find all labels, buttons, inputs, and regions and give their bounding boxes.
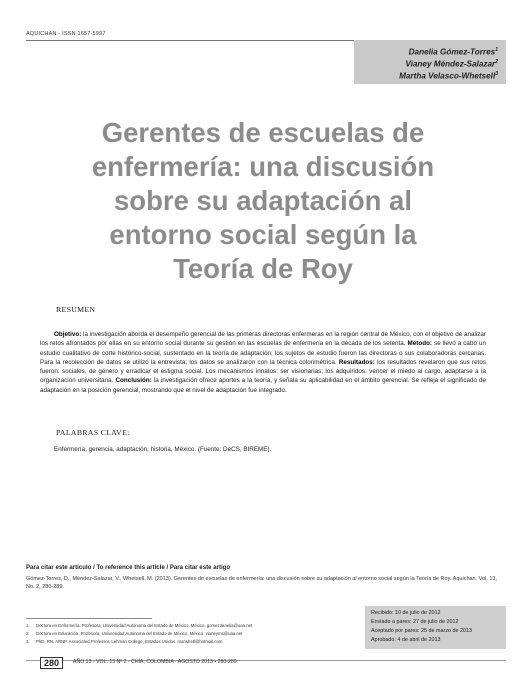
footnote-2: 2 Doctora en Educación. Profesora, Universidad Autónoma del Estado de México, México. vianeyms@uaa.net — [26, 631, 243, 636]
author-2: Vianey Méndez-Salazar$^2$ — [405, 59, 498, 69]
resultados-text: los resultados revelaron que sus retos fueron: sociales, de género y erradicar el estigma social. Los mecanismos innatos: ser visionarias; los adquiridos: vencer el miedo al cargo, adaptarse a la organización universitaria. — [40, 358, 486, 385]
article-title: Gerentes de escuelas de enfermería: una discusión sobre su adaptación al entorno social según la Teoría de Roy — [91, 117, 435, 284]
dates-box — [365, 606, 506, 649]
abstract — [40, 330, 486, 395]
resumen-heading: RESUMEN — [56, 305, 96, 314]
metodo-label: Método: — [407, 340, 433, 348]
citation-text: Gómez-Torres, D., Méndez-Salazar, V., Whetsell, M. (2013). Gerentes de escuelas de enfermería: una discusión sobre su adaptación al entorno social según la Teoría de Roy. Aquichan. Vol. 13, No. 2, 280-289. — [26, 576, 498, 590]
citation-heading: Para citar este artículo / To reference this article / Para citar este artigo — [26, 564, 231, 571]
author-3: Martha Velasco-Whetsell$^3$ — [399, 71, 498, 81]
date-aprobado: Aprobado: 4 de abril de 2013 — [371, 637, 441, 643]
page-number: 280 — [40, 657, 63, 669]
objetivo-label: Objetivo: — [54, 331, 82, 338]
keywords: Enfermería, gerencia, adaptación, historia, México. (Fuente: DeCS, BIREME). — [54, 446, 272, 453]
footer-text: AÑO 13 - VOL. 13 Nº 2 - CHÍA, COLOMBIA - AGOSTO 2013 • 280-289 — [73, 659, 237, 665]
metodo-text: se llevó a cabo un estudio cualitativo de corte histórico-social, sustentado en la teoría de adaptación; los sujetos de estudio fueron las directoras o sus colaboradoras cercanas. Para la recolección de datos se utilizó la entrevista; los datos se analizaron con la técnica colorimétrica. — [40, 340, 486, 366]
date-aceptado: Aceptado por pares: 25 de marzo de 2013 — [371, 628, 472, 634]
author-box — [354, 40, 506, 84]
resultados-label: Resultados: — [338, 358, 375, 366]
footnote-3: 3 PhD, RN, ARNP. Associated Professor, Lehman College, Estados Unidos. marwhetl@hotmail.com — [26, 639, 223, 644]
conclusion-text: la investigación ofrece aportes a la teoría, y señala su aplicabilidad en el ámbito gerencial. Se refleja el significado de adaptación en la posición gerencial, mostrando que el nivel de adaptación fue integrado. — [40, 377, 486, 394]
palabras-clave-heading: PALABRAS CLAVE: — [56, 428, 130, 437]
author-1: Danelia Gómez-Torres$^1$ — [408, 47, 498, 57]
conclusion-label: Conclusión: — [115, 377, 152, 385]
footnote-rule — [26, 618, 152, 619]
journal-id: AQUICHAN - ISSN 1657-5997 — [26, 31, 106, 37]
footnote-1: 1 Doctora en Enfermería. Profesora, Universidad Autónoma del Estado de México, México. gomezdanelia@uaa.net — [26, 623, 253, 628]
date-recibido: Recibido: 10 de julio de 2012 — [371, 610, 441, 616]
date-enviado: Enviado a pares: 27 de julio de 2012 — [371, 619, 459, 625]
objetivo-text: la investigación aborda el desempeño gerencial de las primeras directoras enfermeras en la región central de México, con el objetivo de analizar los retos afrontados por ellas en su entorno social durante su gestión en las escuelas de enfermería en la década de los setenta. — [40, 331, 486, 348]
